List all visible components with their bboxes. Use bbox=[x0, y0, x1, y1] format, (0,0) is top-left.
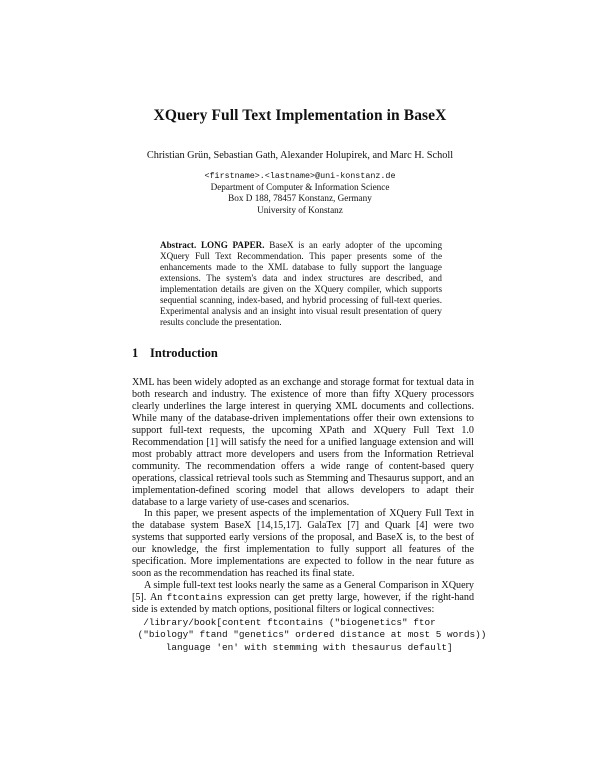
author-email: <firstname>.<lastname>@uni-konstanz.de bbox=[204, 171, 396, 181]
code-line: /library/book[content ftcontains ("biogenetics" ftor bbox=[132, 617, 436, 628]
paper-title: XQuery Full Text Implementation in BaseX bbox=[153, 107, 447, 124]
section-heading bbox=[132, 346, 218, 361]
paragraph-text: expression can get pretty large, however, if the right-hand side is extended by match options, positional filters or logical connectives: bbox=[132, 592, 475, 616]
paragraph: In this paper, we present aspects of the implementation of XQuery Full Text in the database system BaseX [14,15,17]. GalaTex [7] and Quark [4] were two systems that supported early versions of the proposal, and BaseX is, to the best of our knowledge, the first implementation to fully support all features of the specification. More implementations are expected to follow in the near future as soon as the recommendation has reached its final state. bbox=[132, 508, 474, 580]
author-list: Christian Grün, Sebastian Gath, Alexander Holupirek, and Marc H. Scholl bbox=[146, 150, 454, 161]
paragraph-text: A simple full-text test looks nearly the same as a General Comparison in XQuery [5]. An bbox=[132, 580, 474, 604]
abstract-paper-type: LONG PAPER. bbox=[200, 240, 265, 250]
paragraph: XML has been widely adopted as an exchange and storage format for textual data in both research and industry. The existence of more than fifty XQuery processors clearly underlines the large interest in querying XML documents and collections. While many of the database-driven implementations offer their own extensions to support full-text requests, the upcoming XPath and XQuery Full Text 1.0 Recommendation [1] will satisfy the need for a unified language extension and will most probably attract more developers and users from the Information Retrieval community. The recommendation offers a wide range of content-based query operations, classical retrieval tools such as Stemming and Thesaurus support, and an implementation-defined scoring model that allows developers to adapt their database to a large variety of use-cases and scenarios. bbox=[132, 377, 475, 508]
abstract-label: Abstract. bbox=[160, 240, 197, 250]
affiliation-line: University of Konstanz bbox=[257, 204, 343, 215]
paragraph bbox=[132, 580, 474, 616]
abstract bbox=[160, 240, 442, 328]
affiliation-line: Box D 188, 78457 Konstanz, Germany bbox=[228, 193, 372, 204]
code-line: ("biology" ftand "genetics" ordered distance at most 5 words)) bbox=[132, 629, 487, 641]
abstract-text: BaseX is an early adopter of the upcoming XQuery Full Text Recommendation. This paper presents some of the enhancements made to the XML database to fully support the language extensions. The system's data and index structures are described, and implementation details are given on the XQuery compiler, which supports sequential scanning, index-based, and hybrid processing of full-text queries. Experimental analysis and an insight into visual result presentation of query results conclude the presentation. bbox=[160, 240, 443, 328]
affiliation-line: Department of Computer & Information Science bbox=[210, 182, 390, 193]
affiliation-block bbox=[0, 171, 600, 216]
code-listing bbox=[132, 617, 487, 654]
section-title: Introduction bbox=[150, 346, 218, 360]
inline-code: ftcontains bbox=[166, 592, 223, 604]
body-text bbox=[132, 377, 474, 616]
section-number: 1 bbox=[132, 346, 139, 360]
code-line: language 'en' with stemming with thesaurus default] bbox=[132, 641, 453, 653]
